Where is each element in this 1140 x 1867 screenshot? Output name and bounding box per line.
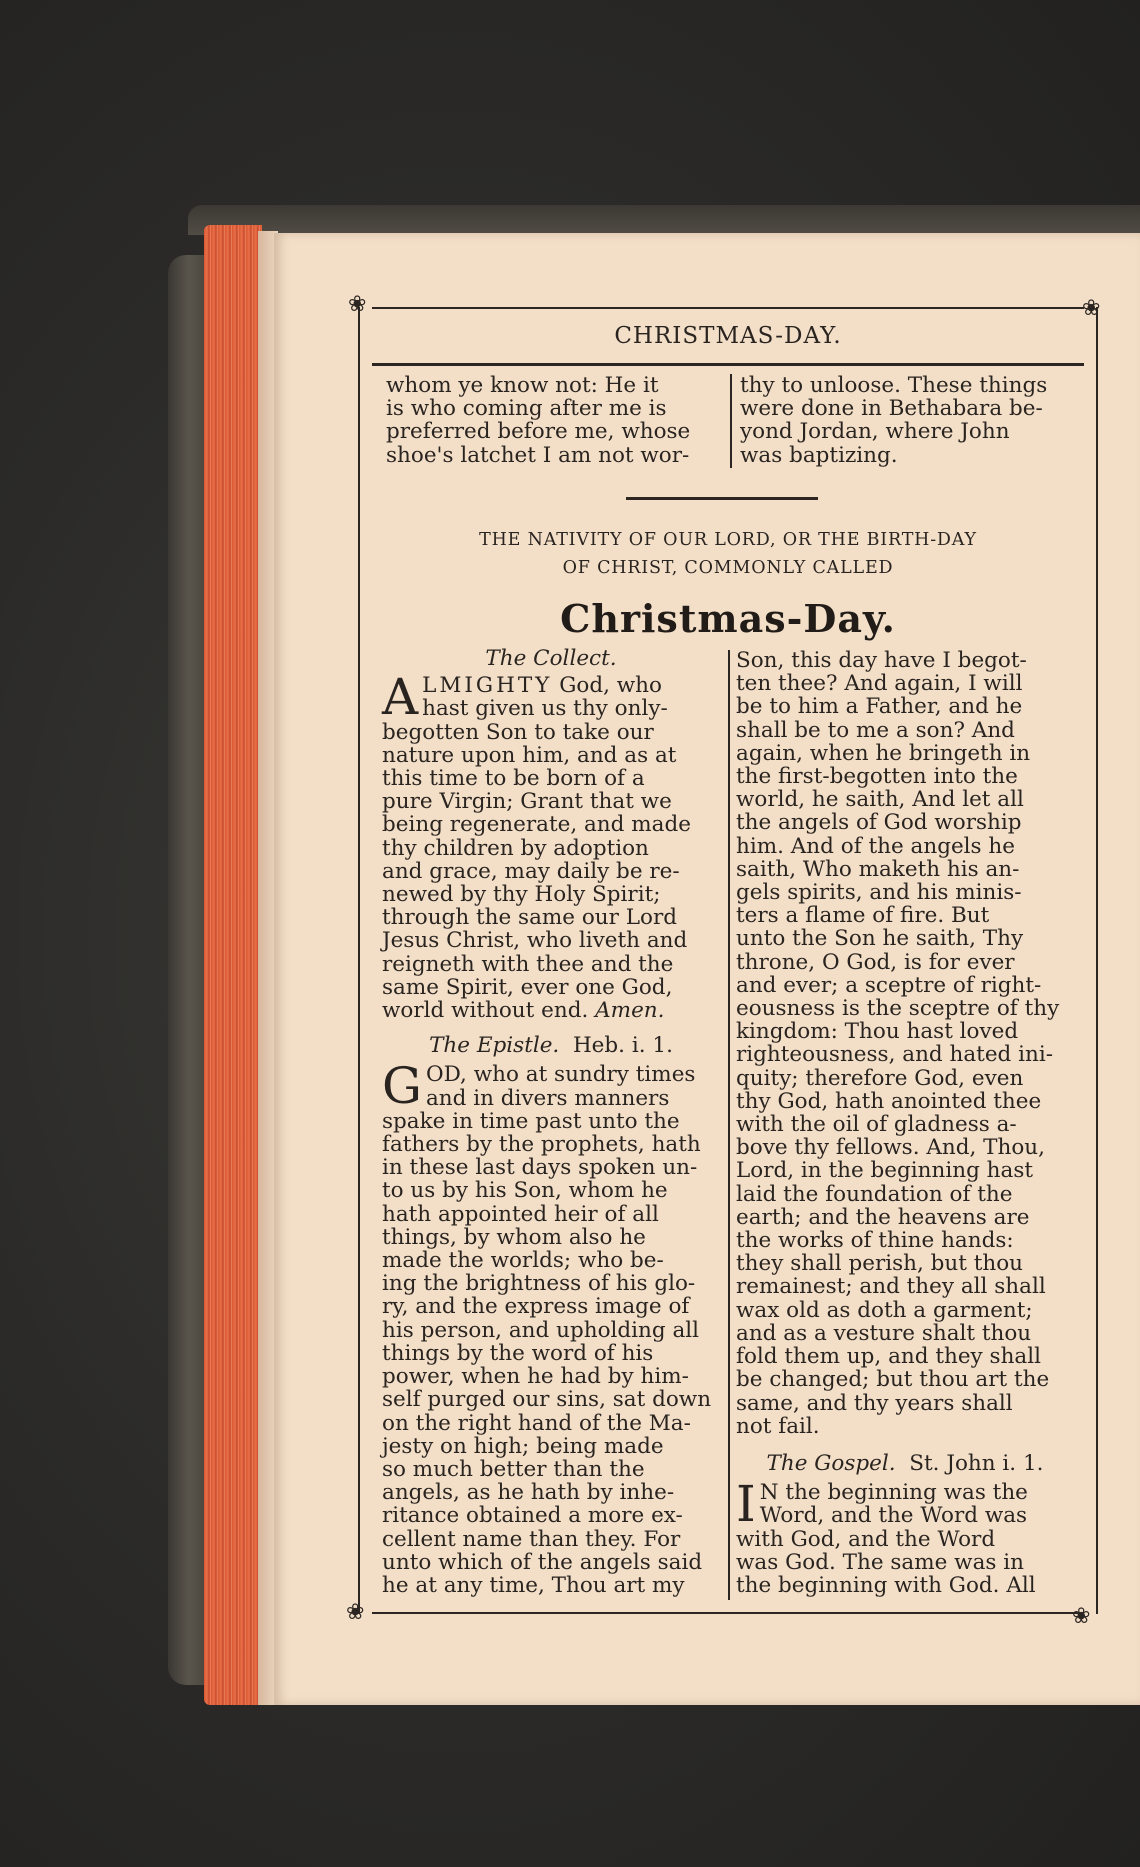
text-line: God, who <box>559 673 662 699</box>
text-line: reigneth with thee and the <box>382 951 674 977</box>
text-line: and ever; a sceptre of right- <box>736 972 1042 998</box>
head-rule <box>372 363 1084 366</box>
gospel-reference: St. John i. 1. <box>909 1450 1044 1476</box>
book-cover-top <box>188 205 1140 235</box>
text-line: shall be to me a son? And <box>736 717 1015 743</box>
text-line: the beginning with God. All <box>736 1572 1036 1598</box>
dropcap: A <box>382 668 419 727</box>
text-line: again, when he bringeth in <box>736 740 1031 766</box>
gospel-heading: The Gospel. <box>766 1450 896 1476</box>
text-line: remainest; and they all shall <box>736 1274 1046 1300</box>
text-line: nature upon him, and as at <box>382 742 677 768</box>
epistle-reference: Heb. i. 1. <box>572 1033 673 1059</box>
text-line: they shall perish, but thou <box>736 1251 1024 1277</box>
text-line: unto the Son he saith, Thy <box>736 926 1024 952</box>
text-line: being regenerate, and made <box>382 812 691 838</box>
text-line: the first-begotten into the <box>736 764 1018 790</box>
text-line: same Spirit, ever one God, <box>382 974 673 1000</box>
epistle-heading: The Epistle. <box>429 1033 560 1059</box>
corner-ornament-icon: ❀ <box>1082 296 1101 321</box>
text-line: his person, and upholding all <box>382 1317 700 1343</box>
text-line: is who coming after me is <box>386 396 667 422</box>
text-line: OD, who at sundry times <box>425 1062 696 1088</box>
text-line: fold them up, and they shall <box>736 1344 1041 1370</box>
text-line: eousness is the sceptre of thy <box>736 996 1060 1022</box>
amen: Amen. <box>595 998 665 1024</box>
text-line: thy to unloose. These things <box>740 373 1048 398</box>
text-line: spake in time past unto the <box>382 1108 680 1134</box>
text-line: world, he saith, And let all <box>736 787 1024 813</box>
text-line: earth; and the heavens are <box>736 1204 1030 1230</box>
corner-ornament-icon: ❀ <box>346 1600 365 1625</box>
frame-bottom-rule <box>372 1612 1084 1614</box>
left-column <box>382 647 720 1597</box>
text-line: and grace, may daily be re- <box>382 858 680 884</box>
text-line: Son, this day have I begot- <box>736 648 1027 673</box>
text-line: power, when he had by him- <box>382 1364 689 1390</box>
text-line: he at any time, Thou art my <box>382 1572 685 1598</box>
text-line: wax old as doth a garment; <box>736 1297 1033 1323</box>
text-line: cellent name than they. For <box>382 1526 681 1552</box>
text-line: laid the foundation of the <box>736 1181 1013 1207</box>
text-line: angels, as he hath by inhe- <box>382 1480 675 1506</box>
text-line: ry, and the express image of <box>382 1294 690 1320</box>
text-line: were done in Bethabara be- <box>740 396 1043 422</box>
feast-title-line: THE NATIVITY OF OUR LORD, OR THE BIRTH-DAY <box>479 530 977 550</box>
text-line: gels spirits, and his minis- <box>736 880 1022 906</box>
text-line: to us by his Son, whom he <box>382 1178 668 1204</box>
text-line: shoe's latchet I am not wor- <box>386 442 690 468</box>
text-line: pure Virgin; Grant that we <box>382 789 672 815</box>
text-line: Word, and the Word was <box>759 1503 1028 1529</box>
text-line: was baptizing. <box>740 442 898 468</box>
text-line: be changed; but thou art the <box>736 1367 1050 1393</box>
text-line: so much better than the <box>382 1456 645 1482</box>
text-line: righteousness, and hated ini- <box>736 1042 1054 1068</box>
red-page-edges <box>204 225 262 1705</box>
collect-heading: The Collect. <box>485 646 617 671</box>
text-line: newed by thy Holy Spirit; <box>382 882 661 908</box>
text-line: ten thee? And again, I will <box>736 671 1023 697</box>
text-line: things, by whom also he <box>382 1224 646 1250</box>
text-line: jesty on high; being made <box>382 1433 664 1459</box>
corner-ornament-icon: ❀ <box>348 292 367 317</box>
text-line: the works of thine hands: <box>736 1228 1014 1254</box>
text-line: N the beginning was the <box>759 1480 1028 1506</box>
text-line: yond Jordan, where John <box>740 419 1010 445</box>
text-line: throne, O God, is for ever <box>736 949 1015 975</box>
text-line: ing the brightness of his glo- <box>382 1271 696 1297</box>
text-line: the angels of God worship <box>736 810 1022 836</box>
running-head: CHRISTMAS-DAY. <box>614 323 842 349</box>
text-line: not fail. <box>736 1413 820 1439</box>
text-line: with the oil of gladness a- <box>736 1112 1017 1138</box>
text-line: world without end. <box>382 998 589 1024</box>
text-line: and as a vesture shalt thou <box>736 1320 1032 1346</box>
text-line: same, and thy years shall <box>736 1390 1013 1416</box>
text-line: fathers by the prophets, hath <box>382 1132 701 1158</box>
text-line: and in divers manners <box>425 1085 670 1111</box>
dropcap: G <box>382 1057 422 1116</box>
feast-title-line: OF CHRIST, COMMONLY CALLED <box>562 558 894 578</box>
text-line: quity; therefore God, even <box>736 1065 1024 1091</box>
text-line: things by the word of his <box>382 1340 654 1366</box>
text-line: whom ye know not: He it <box>386 373 659 398</box>
text-line: unto which of the angels said <box>382 1549 703 1575</box>
text-line: in these last days spoken un- <box>382 1155 698 1181</box>
text-line: thy God, hath anointed thee <box>736 1088 1042 1114</box>
text-line: begotten Son to take our <box>382 719 654 745</box>
text-line: with God, and the Word <box>736 1526 996 1552</box>
text-line: saith, Who maketh his an- <box>736 856 1020 882</box>
text-line: ritance obtained a more ex- <box>382 1503 683 1529</box>
corner-ornament-icon: ❀ <box>1072 1604 1091 1629</box>
text-line: Lord, in the beginning hast <box>736 1158 1034 1184</box>
text-line: hath appointed heir of all <box>382 1201 659 1227</box>
text-line: thy children by adoption <box>382 835 649 861</box>
text-line: bove thy fellows. And, Thou, <box>736 1135 1045 1161</box>
text-line: kingdom: Thou hast loved <box>736 1019 1019 1045</box>
text-line: him. And of the angels he <box>736 833 1015 859</box>
top-right-column <box>740 374 1080 467</box>
top-left-column <box>386 374 720 467</box>
right-column <box>736 649 1074 1597</box>
text-line: Jesus Christ, who liveth and <box>382 928 688 954</box>
frame-top-rule <box>372 307 1084 309</box>
collect-first-word: LMIGHTY <box>422 673 553 699</box>
feast-name: Christmas-Day. <box>560 596 896 641</box>
text-line: this time to be born of a <box>382 766 645 792</box>
text-line: hast given us thy only- <box>422 696 668 722</box>
text-line: through the same our Lord <box>382 905 678 931</box>
dropcap: I <box>736 1475 756 1534</box>
column-separator <box>730 374 732 468</box>
text-line: ters a flame of fire. But <box>736 903 990 929</box>
text-line: made the worlds; who be- <box>382 1248 664 1274</box>
text-line: was God. The same was in <box>736 1549 1024 1575</box>
section-divider <box>626 497 818 500</box>
text-line: be to him a Father, and he <box>736 694 1023 720</box>
text-line: self purged our sins, sat down <box>382 1387 712 1413</box>
text-line: on the right hand of the Ma- <box>382 1410 691 1436</box>
column-separator <box>728 650 730 1600</box>
text-line: preferred before me, whose <box>386 419 691 445</box>
